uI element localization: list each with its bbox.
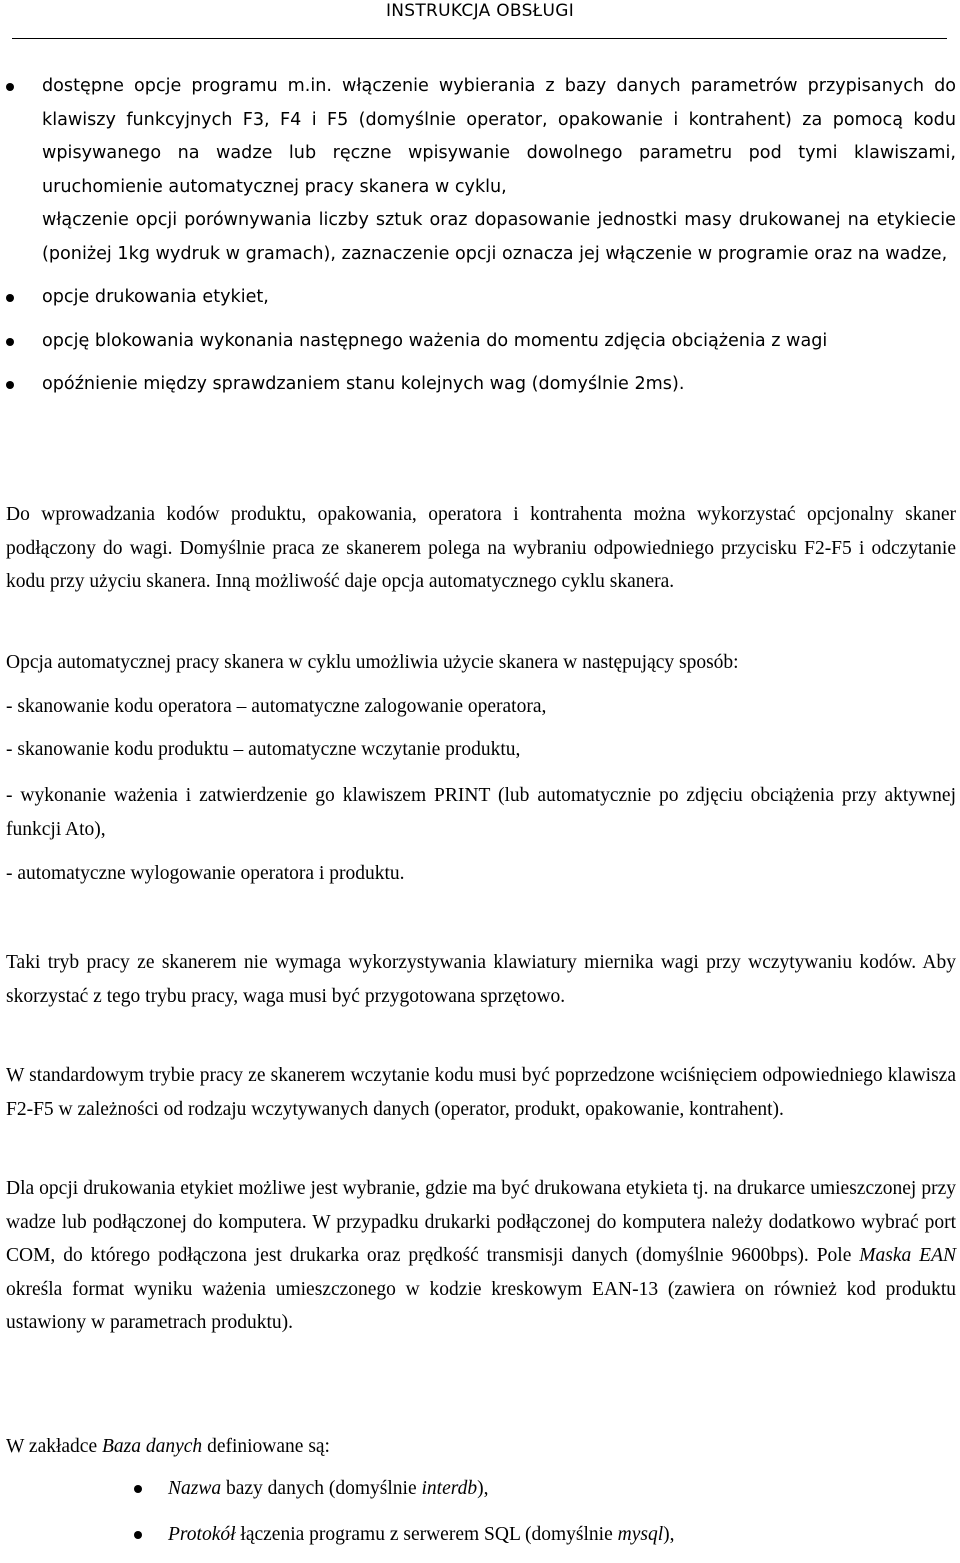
field-name-ean-mask: Maska EAN — [859, 1245, 956, 1267]
field-name: Nazwa — [168, 1478, 222, 1499]
list-item — [0, 281, 960, 315]
step-product: - skanowanie kodu produktu – automatyczne wczytanie produktu, — [6, 739, 521, 760]
list-item-text: bazy danych (domyślnie — [221, 1478, 422, 1499]
list-item — [0, 1472, 960, 1506]
list-item-text: łączenia programu z serwerem SQL (domyślnie — [235, 1523, 618, 1545]
paragraph-label-printing — [6, 1172, 956, 1340]
bullet-icon — [6, 338, 14, 346]
bullet-icon — [6, 83, 14, 91]
bullet-icon — [6, 381, 14, 389]
list-item — [0, 1518, 960, 1552]
database-settings-list — [0, 1472, 960, 1563]
page-header: INSTRUKCJA OBSŁUGI — [385, 1, 575, 21]
step-weighing: - wykonanie ważenia i zatwierdzenie go klawiszem PRINT (lub automatycznie po zdjęciu obciążenia przy aktywnej funkcji Ato), — [6, 785, 956, 840]
tab-name-database: Baza danych — [102, 1436, 203, 1457]
list-item — [0, 204, 960, 271]
list-item — [0, 368, 960, 402]
paragraph-text: definiowane są: — [202, 1436, 330, 1457]
list-item-text: ), — [663, 1523, 675, 1545]
list-item-text: włączenie opcji porównywania liczby sztuk oraz dopasowanie jednostki masy drukowanej na etykiecie (poniżej 1kg wydruk w gramach), zaznaczenie opcji oznacza jej włączenie w programie oraz na wadze, — [42, 210, 956, 264]
list-item-text: ), — [477, 1478, 489, 1499]
list-item-text: opcję blokowania wykonania następnego ważenia do momentu zdjęcia obciążenia z wagi — [42, 330, 828, 351]
default-value: interdb — [421, 1478, 478, 1499]
bullet-icon — [134, 1485, 142, 1493]
list-item-text: opcje drukowania etykiet, — [42, 287, 269, 307]
paragraph-scanner-intro: Do wprowadzania kodów produktu, opakowania, operatora i kontrahenta można wykorzystać opcjonalny skaner podłączony do wagi. Domyślnie praca ze skanerem polega na wybraniu odpowiedniego przycisku F2-F5 i odczytanie kodu przy użyciu skanera. Inną możliwość daje opcja automatycznego cyklu skanera. — [6, 504, 956, 593]
step-operator: - skanowanie kodu operatora – automatyczne zalogowanie operatora, — [6, 696, 547, 717]
list-item — [0, 70, 960, 204]
paragraph-text: W zakładce — [6, 1436, 102, 1457]
options-list — [0, 70, 960, 412]
list-item-text: opóźnienie między sprawdzaniem stanu kolejnych wag (domyślnie 2ms). — [42, 374, 685, 394]
paragraph-database-tab — [6, 1430, 330, 1464]
step-logout: - automatyczne wylogowanie operatora i produktu. — [6, 863, 405, 884]
paragraph-no-keyboard: Taki tryb pracy ze skanerem nie wymaga wykorzystywania klawiatury miernika wagi przy wczytywaniu kodów. Aby skorzystać z tego trybu pracy, waga musi być przygotowana sprzętowo. — [6, 952, 956, 1007]
list-item — [0, 325, 960, 359]
list-item-text: dostępne opcje programu m.in. włączenie wybierania z bazy danych parametrów przypisanych do klawiszy funkcyjnych F3, F4 i F5 (domyślnie operator, opakowanie i kontrahent) za pomocą kodu wpisywanego na wadze lub ręczne wpisywanie dowolnego parametru pod tymi klawiszami, uruchomienie automatycznej pracy skanera w cyklu, — [42, 76, 956, 197]
default-value: mysql — [617, 1523, 664, 1545]
paragraph-text: Dla opcji drukowania etykiet możliwe jest wybranie, gdzie ma być drukowana etykieta tj. na drukarce umieszczonej przy wadze lub podłączonej do komputera. W przypadku drukarki podłączonej do komputera należy dodatkowo wybrać port COM, do którego podłączona jest drukarka oraz prędkość transmisji danych (domyślnie 9600bps). Pole — [6, 1178, 956, 1267]
paragraph-text: określa format wyniku ważenia umieszczonego w kodzie kreskowym EAN-13 (zawiera on również kod produktu ustawiony w parametrach produktu). — [6, 1278, 956, 1334]
paragraph-auto-cycle: Opcja automatycznej pracy skanera w cyklu umożliwia użycie skanera w następujący sposób: — [6, 652, 739, 673]
bullet-icon — [134, 1531, 142, 1539]
field-name: Protokół — [168, 1523, 236, 1545]
header-divider — [12, 38, 947, 39]
paragraph-standard-mode: W standardowym trybie pracy ze skanerem wczytanie kodu musi być poprzedzone wciśnięciem odpowiedniego klawisza F2-F5 w zależności od rodzaju wczytywanych danych (operator, produkt, opakowanie, kontrahent). — [6, 1065, 956, 1120]
bullet-icon — [6, 294, 14, 302]
